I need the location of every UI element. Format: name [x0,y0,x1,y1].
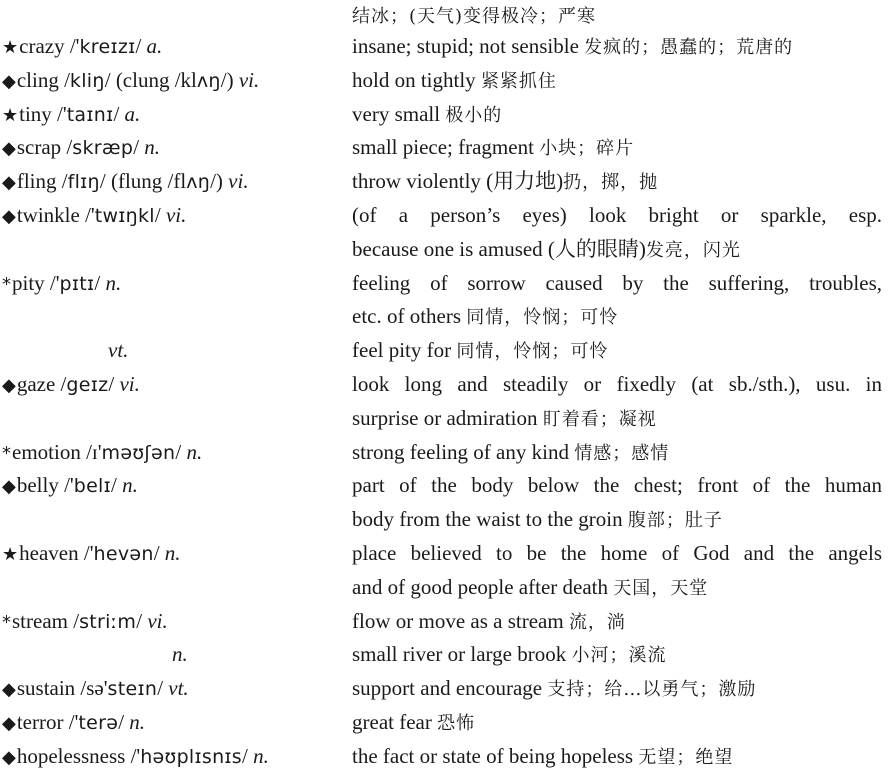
glossary-entry [0,267,890,301]
part-of-speech: vi. [119,371,140,396]
definition [352,233,882,268]
glossary-entry-continuation [0,233,890,267]
headword-text: / [154,202,166,227]
entry-marker: * [2,442,11,464]
part-of-speech: n. [129,709,146,734]
definition [352,64,882,99]
phonetic-transcription: kliŋ [69,69,105,92]
definition-chinese: 天国，天堂 [613,577,709,599]
phonetic-transcription: ʌŋ [186,171,211,194]
glossary-entry [0,368,890,402]
entry-marker: ◆ [2,476,16,498]
part-of-speech: vt. [168,676,189,701]
definition [352,98,882,133]
definition-chinese: 结冰；(天气)变得极冷；严寒 [352,6,597,27]
phonetic-transcription: geɪz [66,373,109,396]
phonetic-transcription: skræp [72,137,134,160]
definition [352,165,882,200]
headword [2,131,160,166]
definition-chinese: 极小的 [445,104,503,126]
definition-english: very small [352,101,446,126]
glossary-entry-continuation [0,571,890,605]
definition-chinese: 恐怖 [437,712,476,734]
phonetic-transcription: məʊʃən [101,441,176,464]
headword-text: /) [220,67,239,92]
phonetic-transcription: striːm [79,610,137,633]
definition-english: small river or large brook [352,642,572,667]
headword [2,267,121,302]
headword-text: / [94,270,106,295]
part-of-speech: vt. [108,338,129,363]
entry-marker: ◆ [2,679,16,701]
phonetic-transcription: terə [78,711,119,734]
headword [2,436,202,471]
definition-english: insane; stupid; not sensible [352,34,585,58]
headword [2,469,138,504]
headword [2,165,249,200]
headword-text: / (flung /fl [99,169,187,194]
glossary-entry-continuation [0,503,890,537]
headword [2,537,181,572]
definition [352,469,882,503]
glossary-entry [0,98,890,132]
headword-text: / [113,101,125,126]
headword-text: cling / [16,67,70,92]
headword-text: belly /' [16,473,74,498]
part-of-speech: vi. [165,202,187,227]
entry-marker: ◆ [2,138,16,160]
headword [2,740,269,775]
definition-english: small piece; fragment [352,135,540,160]
definition-chinese: 无望；绝望 [638,746,734,768]
phonetic-transcription: hevən [93,542,154,565]
glossary-entry [0,436,890,470]
headword [2,64,259,99]
definition-english: part of the body below the chest; front of the human [352,473,882,498]
headword-text: / [175,439,187,464]
headword [2,368,140,403]
glossary-entry [0,334,890,368]
phonetic-transcription: həʊplɪsnɪs [140,745,242,768]
glossary-entry [0,469,890,503]
definition-english: surprise or admiration [352,405,543,430]
headword-text: heaven /' [19,540,94,565]
definition [352,0,882,32]
definition-chinese: 发亮，闪光 [645,239,741,261]
headword [2,605,168,640]
definition-english: great fear [352,709,438,734]
glossary-entry [0,165,890,199]
definition-chinese: 紧紧抓住 [480,70,557,92]
entry-marker: ◆ [2,374,16,396]
entry-marker: ◆ [2,712,16,734]
glossary-entry [0,706,890,740]
definition [352,571,882,606]
glossary-entry [0,0,890,30]
definition-chinese: 同情，怜悯；可怜 [466,307,619,329]
definition-english: feel pity for [352,338,457,363]
headword [2,199,186,234]
headword-text: sustain /sə' [16,676,108,701]
entry-marker: ◆ [2,172,16,194]
glossary-entry-continuation [0,300,890,334]
definition [352,537,882,571]
headword-text: terror /' [16,709,79,734]
glossary-entry [0,638,890,672]
definition-chinese: 流，淌 [568,611,626,633]
glossary-entry [0,199,890,233]
definition [352,368,882,402]
definition-chinese: 情感；感情 [574,442,670,464]
definition-english: body from the waist to the groin [352,507,628,532]
definition-chinese: 小块；碎片 [539,138,635,160]
entry-marker: ★ [2,104,19,126]
definition [352,199,882,233]
definition-chinese: 盯着看；凝视 [542,408,657,430]
headword-text: / [111,473,123,498]
headword [108,334,128,368]
entry-marker: ◆ [2,746,16,768]
headword-text: emotion /ɪ' [12,439,102,464]
headword-text: / [108,371,120,396]
definition-english: the fact or state of being hopeless [352,743,639,768]
definition [352,740,882,775]
phonetic-transcription: taɪnɪ [66,103,114,126]
definition [352,605,882,640]
part-of-speech: vi. [238,67,260,92]
part-of-speech: n. [122,473,138,498]
headword-text: scrap / [16,135,73,160]
phonetic-transcription: pɪtɪ [59,272,95,295]
part-of-speech: n. [105,270,122,295]
definition-english: support and encourage [352,676,548,701]
definition-chinese: 扔，掷，抛 [563,172,659,194]
definition-english: flow or move as a stream [352,608,569,633]
phonetic-transcription: steɪn [107,678,158,701]
headword-text: hopelessness /' [16,743,141,768]
phonetic-transcription: flɪŋ [67,171,100,194]
definition-english: place believed to be the home of God and the angels [352,540,882,565]
headword-text: twinkle /' [16,202,95,227]
phonetic-transcription: ʌŋ [196,69,221,92]
definition-chinese: 发疯的；愚蠢的；荒唐的 [584,37,794,58]
part-of-speech: n. [144,135,161,160]
definition-english: throw violently (用力地) [352,169,564,194]
part-of-speech: a. [124,101,141,126]
glossary-entry [0,672,890,706]
headword-text: pity /' [12,270,60,295]
definition-chinese: 腹部；肚子 [627,510,723,532]
glossary-entry [0,64,890,98]
definition [352,300,882,335]
headword-text: tiny /' [19,101,67,126]
part-of-speech: n. [172,642,188,667]
headword-text: / [241,743,254,768]
definition-english: and of good people after death [352,574,614,599]
definition-chinese: 支持；给…以勇气；激励 [547,679,757,701]
phonetic-transcription: kreɪzɪ [79,36,136,58]
entry-marker: * [2,273,11,295]
entry-marker: ◆ [2,205,16,227]
headword-text: crazy /' [19,34,80,58]
part-of-speech: n. [186,439,203,464]
definition [352,30,882,65]
definition-english: strong feeling of any kind [352,439,575,464]
definition-english: feeling of sorrow caused by the suffering, troubles, [352,270,882,295]
headword-text: / [157,676,169,701]
definition [352,131,882,166]
headword-text: gaze / [16,371,67,396]
definition-english: because one is amused (人的眼睛) [352,236,646,261]
headword-text: / [133,135,145,160]
definition [352,638,882,673]
definition [352,706,882,741]
glossary-entry [0,131,890,165]
definition [352,503,882,538]
entry-marker: ◆ [2,70,16,92]
definition-english: look long and steadily or fixedly (at sb./sth.), usu. in [352,371,882,396]
headword-text: / [153,540,165,565]
definition-chinese: 小河；溪流 [571,645,667,667]
part-of-speech: n. [253,743,269,768]
part-of-speech: a. [146,34,163,58]
definition [352,436,882,471]
glossary-entry [0,537,890,571]
phonetic-transcription: belɪ [73,475,111,498]
headword [2,30,162,65]
definition [352,267,882,301]
phonetic-transcription: twɪŋkl [94,204,155,227]
headword-text: fling / [16,169,68,194]
entry-marker: ★ [2,37,19,58]
definition-english: (of a person’s eyes) look bright or sparkle, esp. [352,202,882,227]
headword [2,672,189,707]
definition [352,402,882,437]
headword-text: / [135,34,147,58]
glossary-entry [0,30,890,64]
glossary-entry-continuation [0,402,890,436]
definition [352,672,882,707]
headword-text: / (clung /kl [104,67,197,92]
definition-english: etc. of others [352,304,467,329]
part-of-speech: n. [164,540,181,565]
part-of-speech: vi. [228,169,249,194]
headword-text: / [118,709,130,734]
part-of-speech: vi. [147,608,168,633]
definition-chinese: 同情，怜悯；可怜 [456,341,609,363]
headword [2,706,145,741]
glossary-entry [0,605,890,639]
headword-text: /) [210,169,229,194]
headword-text: / [136,608,148,633]
entry-marker: * [2,611,11,633]
headword [172,638,188,672]
headword-text: stream / [12,608,80,633]
headword [2,98,140,133]
definition-english: hold on tightly [352,67,481,92]
definition [352,334,882,369]
glossary-entry [0,740,890,774]
entry-marker: ★ [2,543,19,565]
